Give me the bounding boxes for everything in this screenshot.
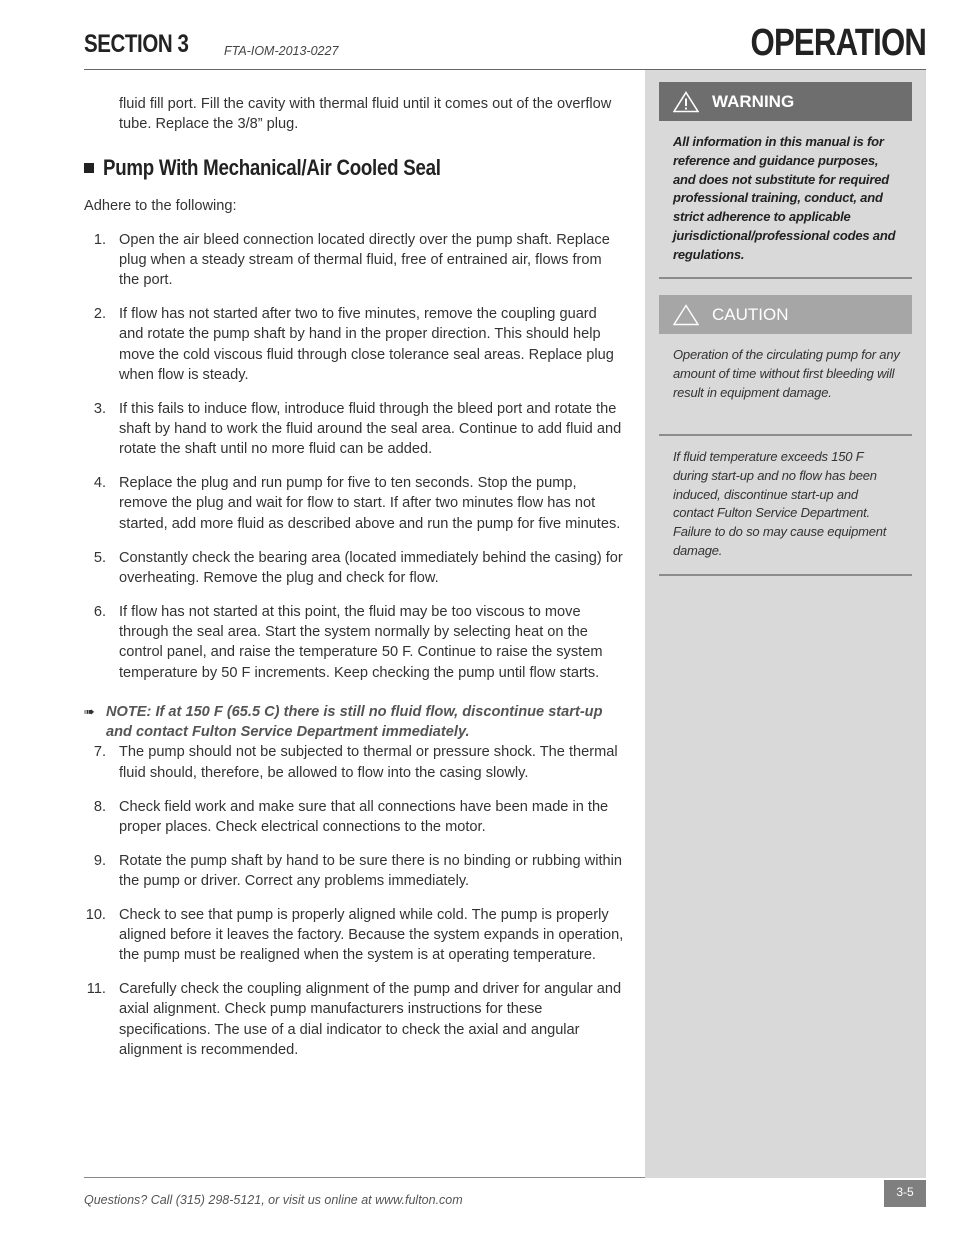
step-text: Check to see that pump is properly aligned while cold. The pump is properly aligned before it leaves the factory. Because the system expands in operation, the pump must be realigned when the system is at operating temperature. (119, 906, 624, 964)
document-id: FTA-IOM-2013-0227 (224, 44, 339, 58)
note-text: NOTE: If at 150 F (65.5 C) there is still no fluid flow, discontinue start-up and contact Fulton Service Department immediately. (106, 703, 603, 741)
step-number: 1. (93, 231, 106, 248)
step-text: If flow has not started at this point, the fluid may be too viscous to move through the seal area. Start the system normally by selecting heat on the control panel, and raise the temperature 50 F. Continue to raise the system temperature by 50 F increments. Keep checking the pump until flow starts. (119, 603, 603, 681)
step-number: 2. (93, 306, 106, 323)
step-number: 4. (93, 475, 106, 492)
header-divider (84, 69, 926, 70)
sidebar-divider (659, 434, 912, 436)
adhere-text: Adhere to the following: (84, 197, 237, 214)
list-item (84, 979, 624, 1060)
step-text: If this fails to induce flow, introduce fluid through the bleed port and rotate the shaft by hand to work the fluid around the seal area. Continue to add fluid and rotate the shaft until no more fluid can be added. (119, 400, 622, 458)
caution-triangle-icon (673, 304, 699, 326)
list-item (84, 851, 624, 892)
step-number: 6. (93, 603, 106, 620)
page-number: 3-5 (884, 1180, 926, 1207)
caution-header (659, 295, 912, 334)
step-text: Check field work and make sure that all connections have been made in the proper places. Check electrical connections to the motor. (119, 798, 609, 835)
step-number: 10. (85, 906, 106, 923)
list-item (84, 230, 624, 291)
subheading (84, 154, 624, 180)
warning-text: All information in this manual is for reference and guidance purposes, and does not substitute for required professional training, conduct, and strict adherence to applicable jurisdictional/professional codes and regulations. (673, 134, 896, 262)
intro-paragraph: fluid fill port. Fill the cavity with thermal fluid until it comes out of the overflow tube. Replace the 3/8” plug. (119, 96, 612, 133)
step-text: Replace the plug and run pump for five to ten seconds. Stop the pump, remove the plug and wait for flow to start. If after two minutes flow has not started, add more fluid as described above and run the pump for five minutes. (119, 475, 621, 532)
step-number: 8. (93, 798, 106, 815)
step-text: Carefully check the coupling alignment of the pump and driver for angular and axial alignment. Check pump manufacturers instructions for these specifications. The use of a dial indicator to check the axial and angular alignment is recommended. (119, 981, 622, 1058)
sidebar-divider (659, 574, 912, 576)
step-number: 3. (93, 400, 106, 417)
list-item (84, 797, 624, 838)
note-block (84, 702, 624, 743)
list-item (84, 548, 624, 589)
step-text: Rotate the pump shaft by hand to be sure there is no binding or rubbing within the pump or driver. Correct any problems immediately. (119, 852, 622, 889)
step-number: 11. (86, 981, 106, 998)
list-item (84, 304, 624, 385)
warning-header (659, 82, 912, 121)
caution-label: CAUTION (712, 304, 789, 324)
section-label: SECTION 3 (84, 30, 189, 58)
list-item (84, 399, 624, 460)
caution-text-2: If fluid temperature exceeds 150 F during start-up and no flow has been induced, discontinue start-up and contact Fulton Service Department. Failure to do so may cause equipment damage. (673, 449, 887, 558)
sidebar-divider (659, 277, 912, 279)
steps-list-a (84, 230, 624, 683)
warning-triangle-icon (673, 91, 699, 113)
steps-list-b (84, 742, 624, 1060)
step-text: If flow has not started after two to five minutes, remove the coupling guard and rotate the pump shaft by hand in the proper direction. This should help move the cold viscous fluid through close tolerance seal areas. Replace plug when flow is steady. (119, 306, 614, 383)
step-number: 7. (93, 744, 106, 761)
note-arrow-icon: ➠ (84, 703, 95, 719)
step-text: Constantly check the bearing area (located immediately behind the casing) for overheating. Remove the plug and check for flow. (119, 549, 623, 586)
footer-divider (84, 1177, 645, 1178)
warning-label: WARNING (712, 91, 795, 111)
list-item (84, 602, 624, 683)
list-item (84, 473, 624, 534)
subheading-text: Pump With Mechanical/Air Cooled Seal (103, 154, 441, 180)
step-number: 5. (93, 549, 106, 566)
bullet-square-icon (84, 163, 94, 173)
list-item (84, 905, 624, 966)
step-number: 9. (93, 852, 106, 869)
list-item (84, 742, 624, 783)
step-text: The pump should not be subjected to thermal or pressure shock. The thermal fluid should, therefore, be allowed to flow into the casing slowly. (119, 744, 618, 781)
step-text: Open the air bleed connection located directly over the pump shaft. Replace plug when a steady stream of thermal fluid, free of entrained air, flows from the port. (119, 231, 610, 289)
caution-text-1: Operation of the circulating pump for any amount of time without first bleeding will result in equipment damage. (673, 347, 900, 400)
main-content (84, 94, 624, 1060)
footer-contact: Questions? Call (315) 298-5121, or visit us online at www.fulton.com (84, 1193, 463, 1207)
page-title: OPERATION (750, 22, 926, 64)
